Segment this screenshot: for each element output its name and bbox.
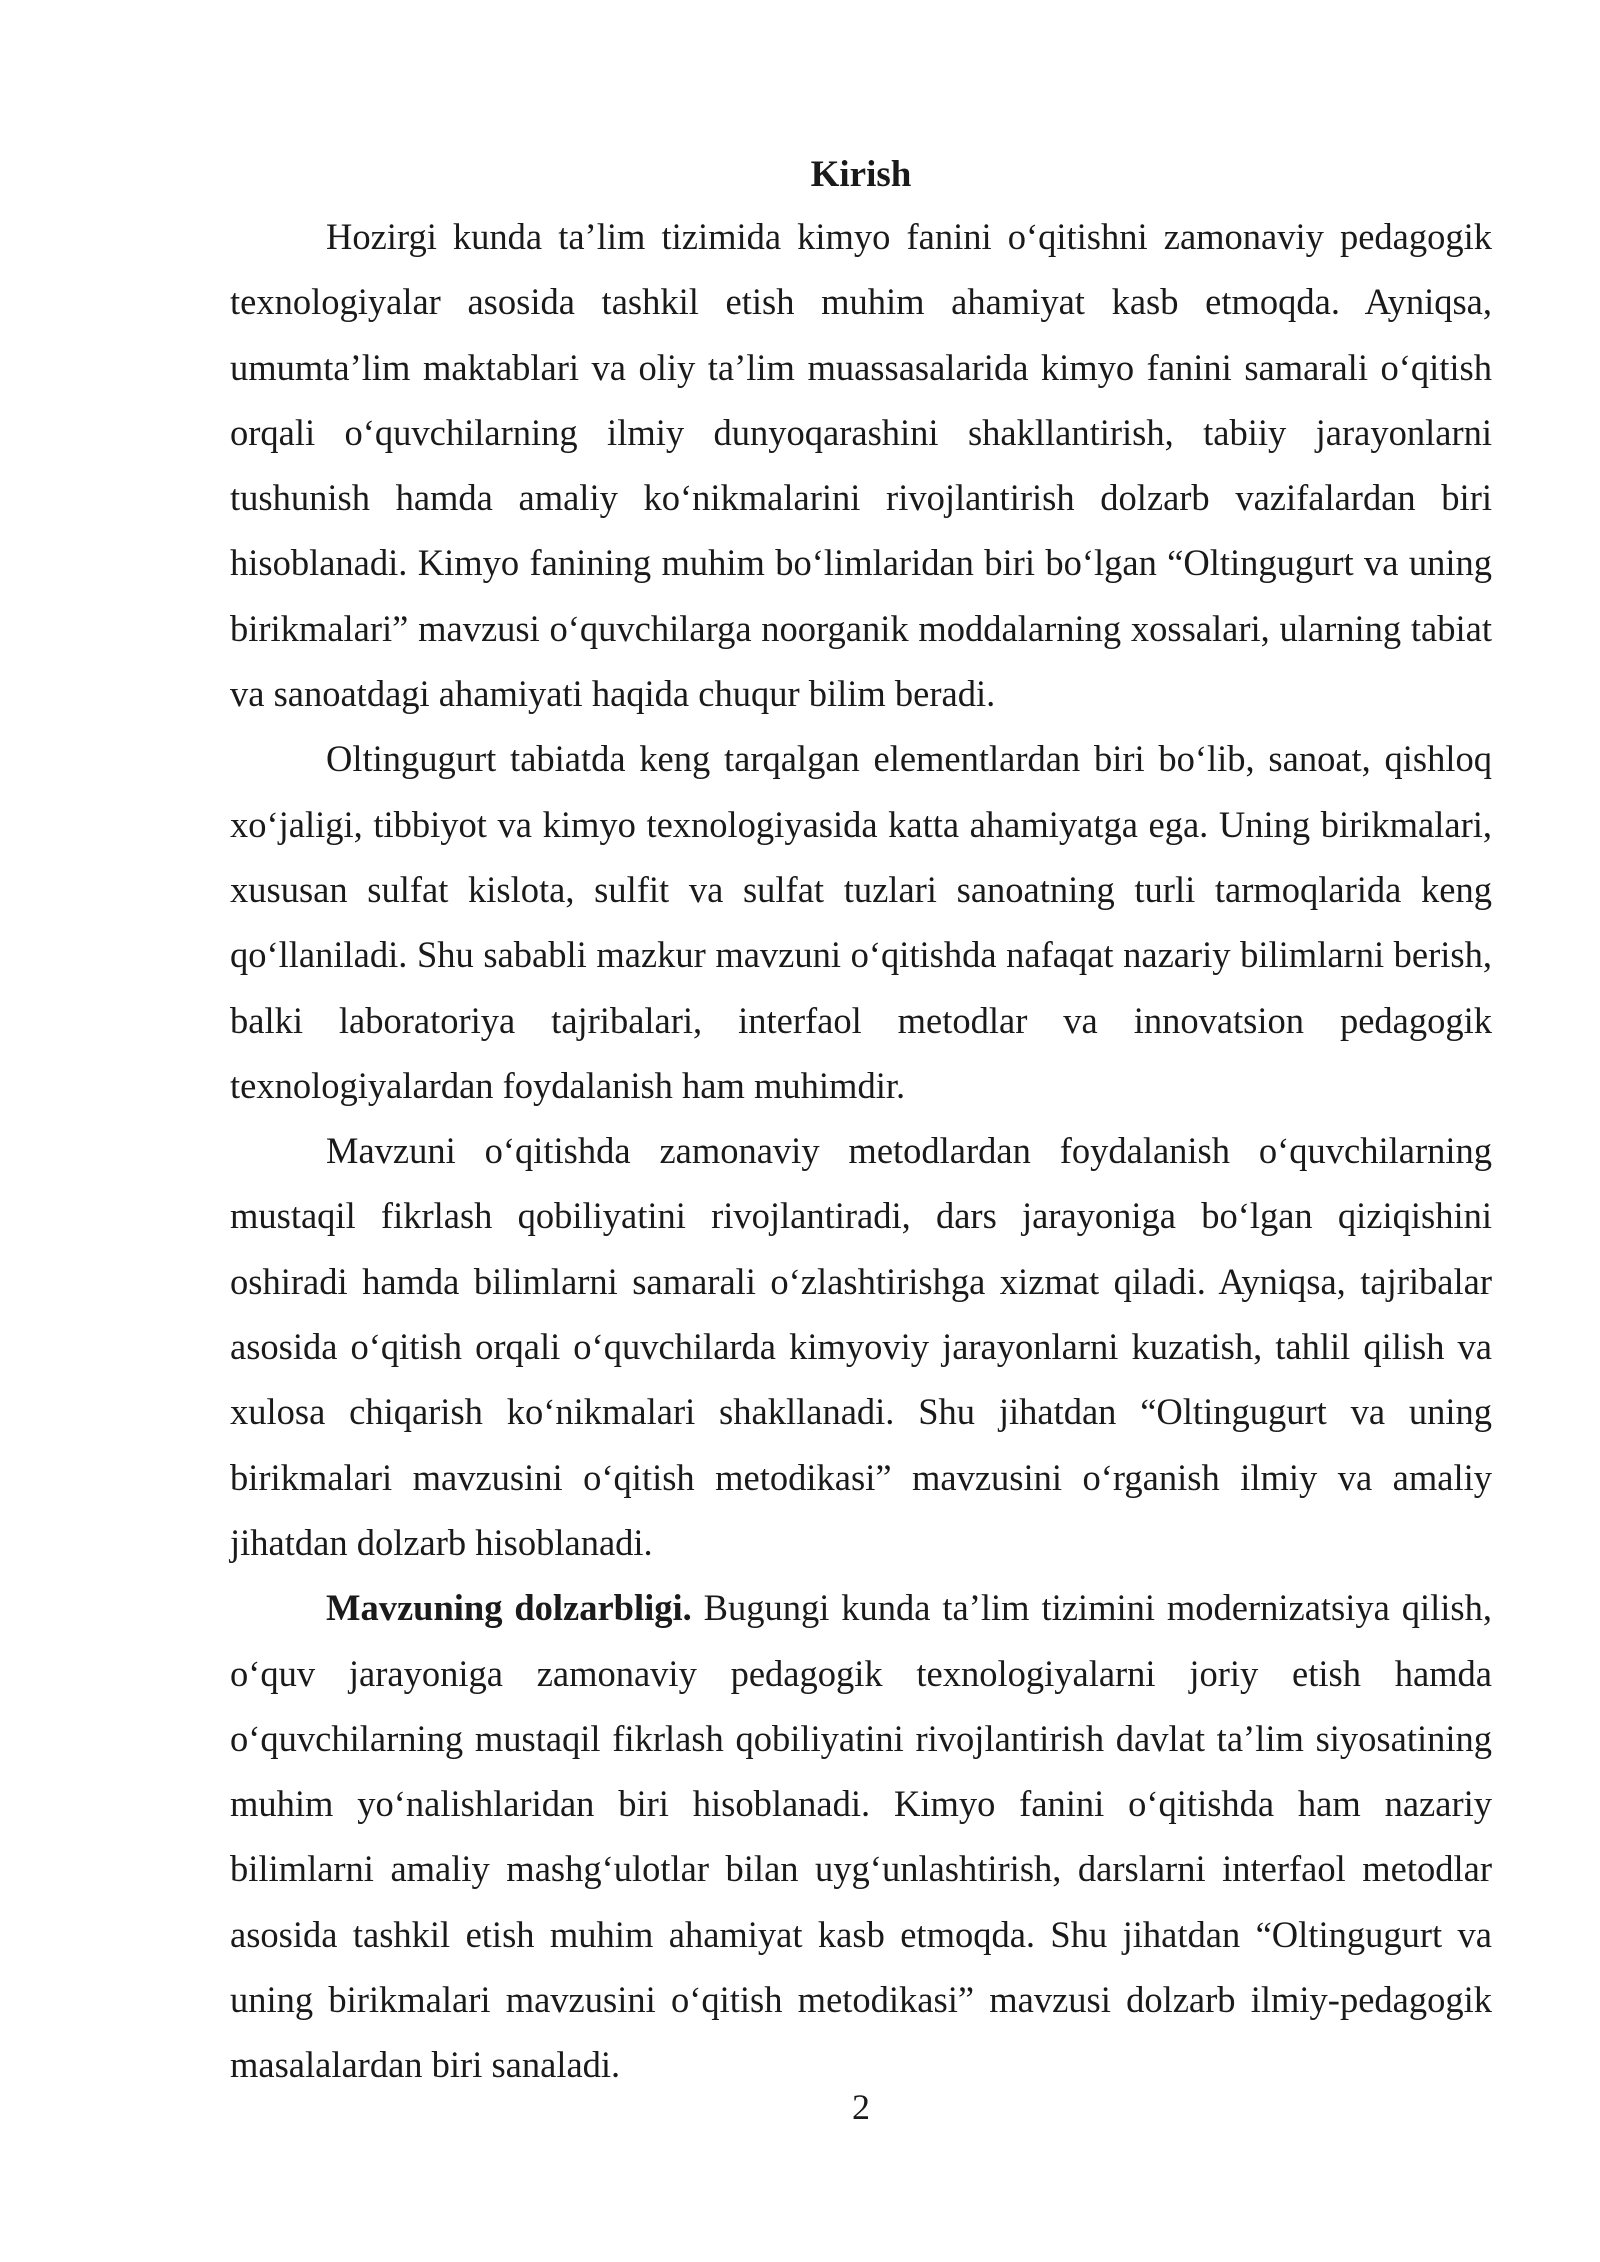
paragraph-4-text: Bugungi kunda ta’lim tizimini modernizatsiya qilish, o‘quv jarayoniga zamonaviy pedagogik texnologiyalarni joriy etish hamda o‘quvchilarning mustaqil fikrlash qobiliyatini rivojlantirish davlat ta’lim siyosatining muhim yo‘nalishlaridan biri hisoblanadi. Kimyo fanini o‘qitishda ham nazariy bilimlarni amaliy mashg‘ulotlar bilan uyg‘unlashtirish, darslarni interfaol metodlar asosida tashkil etish muhim ahamiyat kasb etmoqda. Shu jihatdan “Oltingugurt va uning birikmalari mavzusini o‘qitish metodikasi” mavzusi dolzarb ilmiy-pedagogik masalalardan biri sanaladi.	[230, 1587, 1492, 2086]
page-number: 2	[852, 2087, 870, 2127]
page-content	[230, 150, 1492, 2098]
relevance-heading: Mavzuning dolzarbligi.	[326, 1587, 692, 1629]
paragraph-2-text: Oltingugurt tabiatda keng tarqalgan elementlardan biri bo‘lib, sanoat, qishloq xo‘jaligi, tibbiyot va kimyo texnologiyasida katta ahamiyatga ega. Uning birikmalari, xususan sulfat kislota, sulfit va sulfat tuzlari sanoatning turli tarmoqlarida keng qo‘llaniladi. Shu sababli mazkur mavzuni o‘qitishda nafaqat nazariy bilimlarni berish, balki laboratoriya tajribalari, interfaol metodlar va innovatsion pedagogik texnologiyalardan foydalanish ham muhimdir.	[230, 738, 1492, 1106]
paragraph-2	[230, 726, 1492, 1118]
paragraph-1	[230, 204, 1492, 726]
paragraph-3-text: Mavzuni o‘qitishda zamonaviy metodlardan foydalanish o‘quvchilarning mustaqil fikrlash qobiliyatini rivojlantiradi, dars jarayoniga bo‘lgan qiziqishini oshiradi hamda bilimlarni samarali o‘zlashtirishga xizmat qiladi. Ayniqsa, tajribalar asosida o‘qitish orqali o‘quvchilarda kimyoviy jarayonlarni kuzatish, tahlil qilish va xulosa chiqarish ko‘nikmalari shakllanadi. Shu jihatdan “Oltingugurt va uning birikmalari mavzusini o‘qitish metodikasi” mavzusini o‘rganish ilmiy va amaliy jihatdan dolzarb hisoblanadi.	[230, 1130, 1492, 1563]
paragraph-4	[230, 1575, 1492, 2097]
paragraph-3	[230, 1118, 1492, 1575]
paragraph-1-text: Hozirgi kunda ta’lim tizimida kimyo fanini o‘qitishni zamonaviy pedagogik texnologiyalar asosida tashkil etish muhim ahamiyat kasb etmoqda. Ayniqsa, umumta’lim maktablari va oliy ta’lim muassasalarida kimyo fanini samarali o‘qitish orqali o‘quvchilarning ilmiy dunyoqarashini shakllantirish, tabiiy jarayonlarni tushunish hamda amaliy ko‘nikmalarini rivojlantirish dolzarb vazifalardan biri hisoblanadi. Kimyo fanining muhim bo‘limlaridan biri bo‘lgan “Oltingugurt va uning birikmalari” mavzusi o‘quvchilarga noorganik moddalarning xossalari, ularning tabiat va sanoatdagi ahamiyati haqida chuqur bilim beradi.	[230, 216, 1492, 715]
page-title: Kirish	[810, 154, 912, 195]
